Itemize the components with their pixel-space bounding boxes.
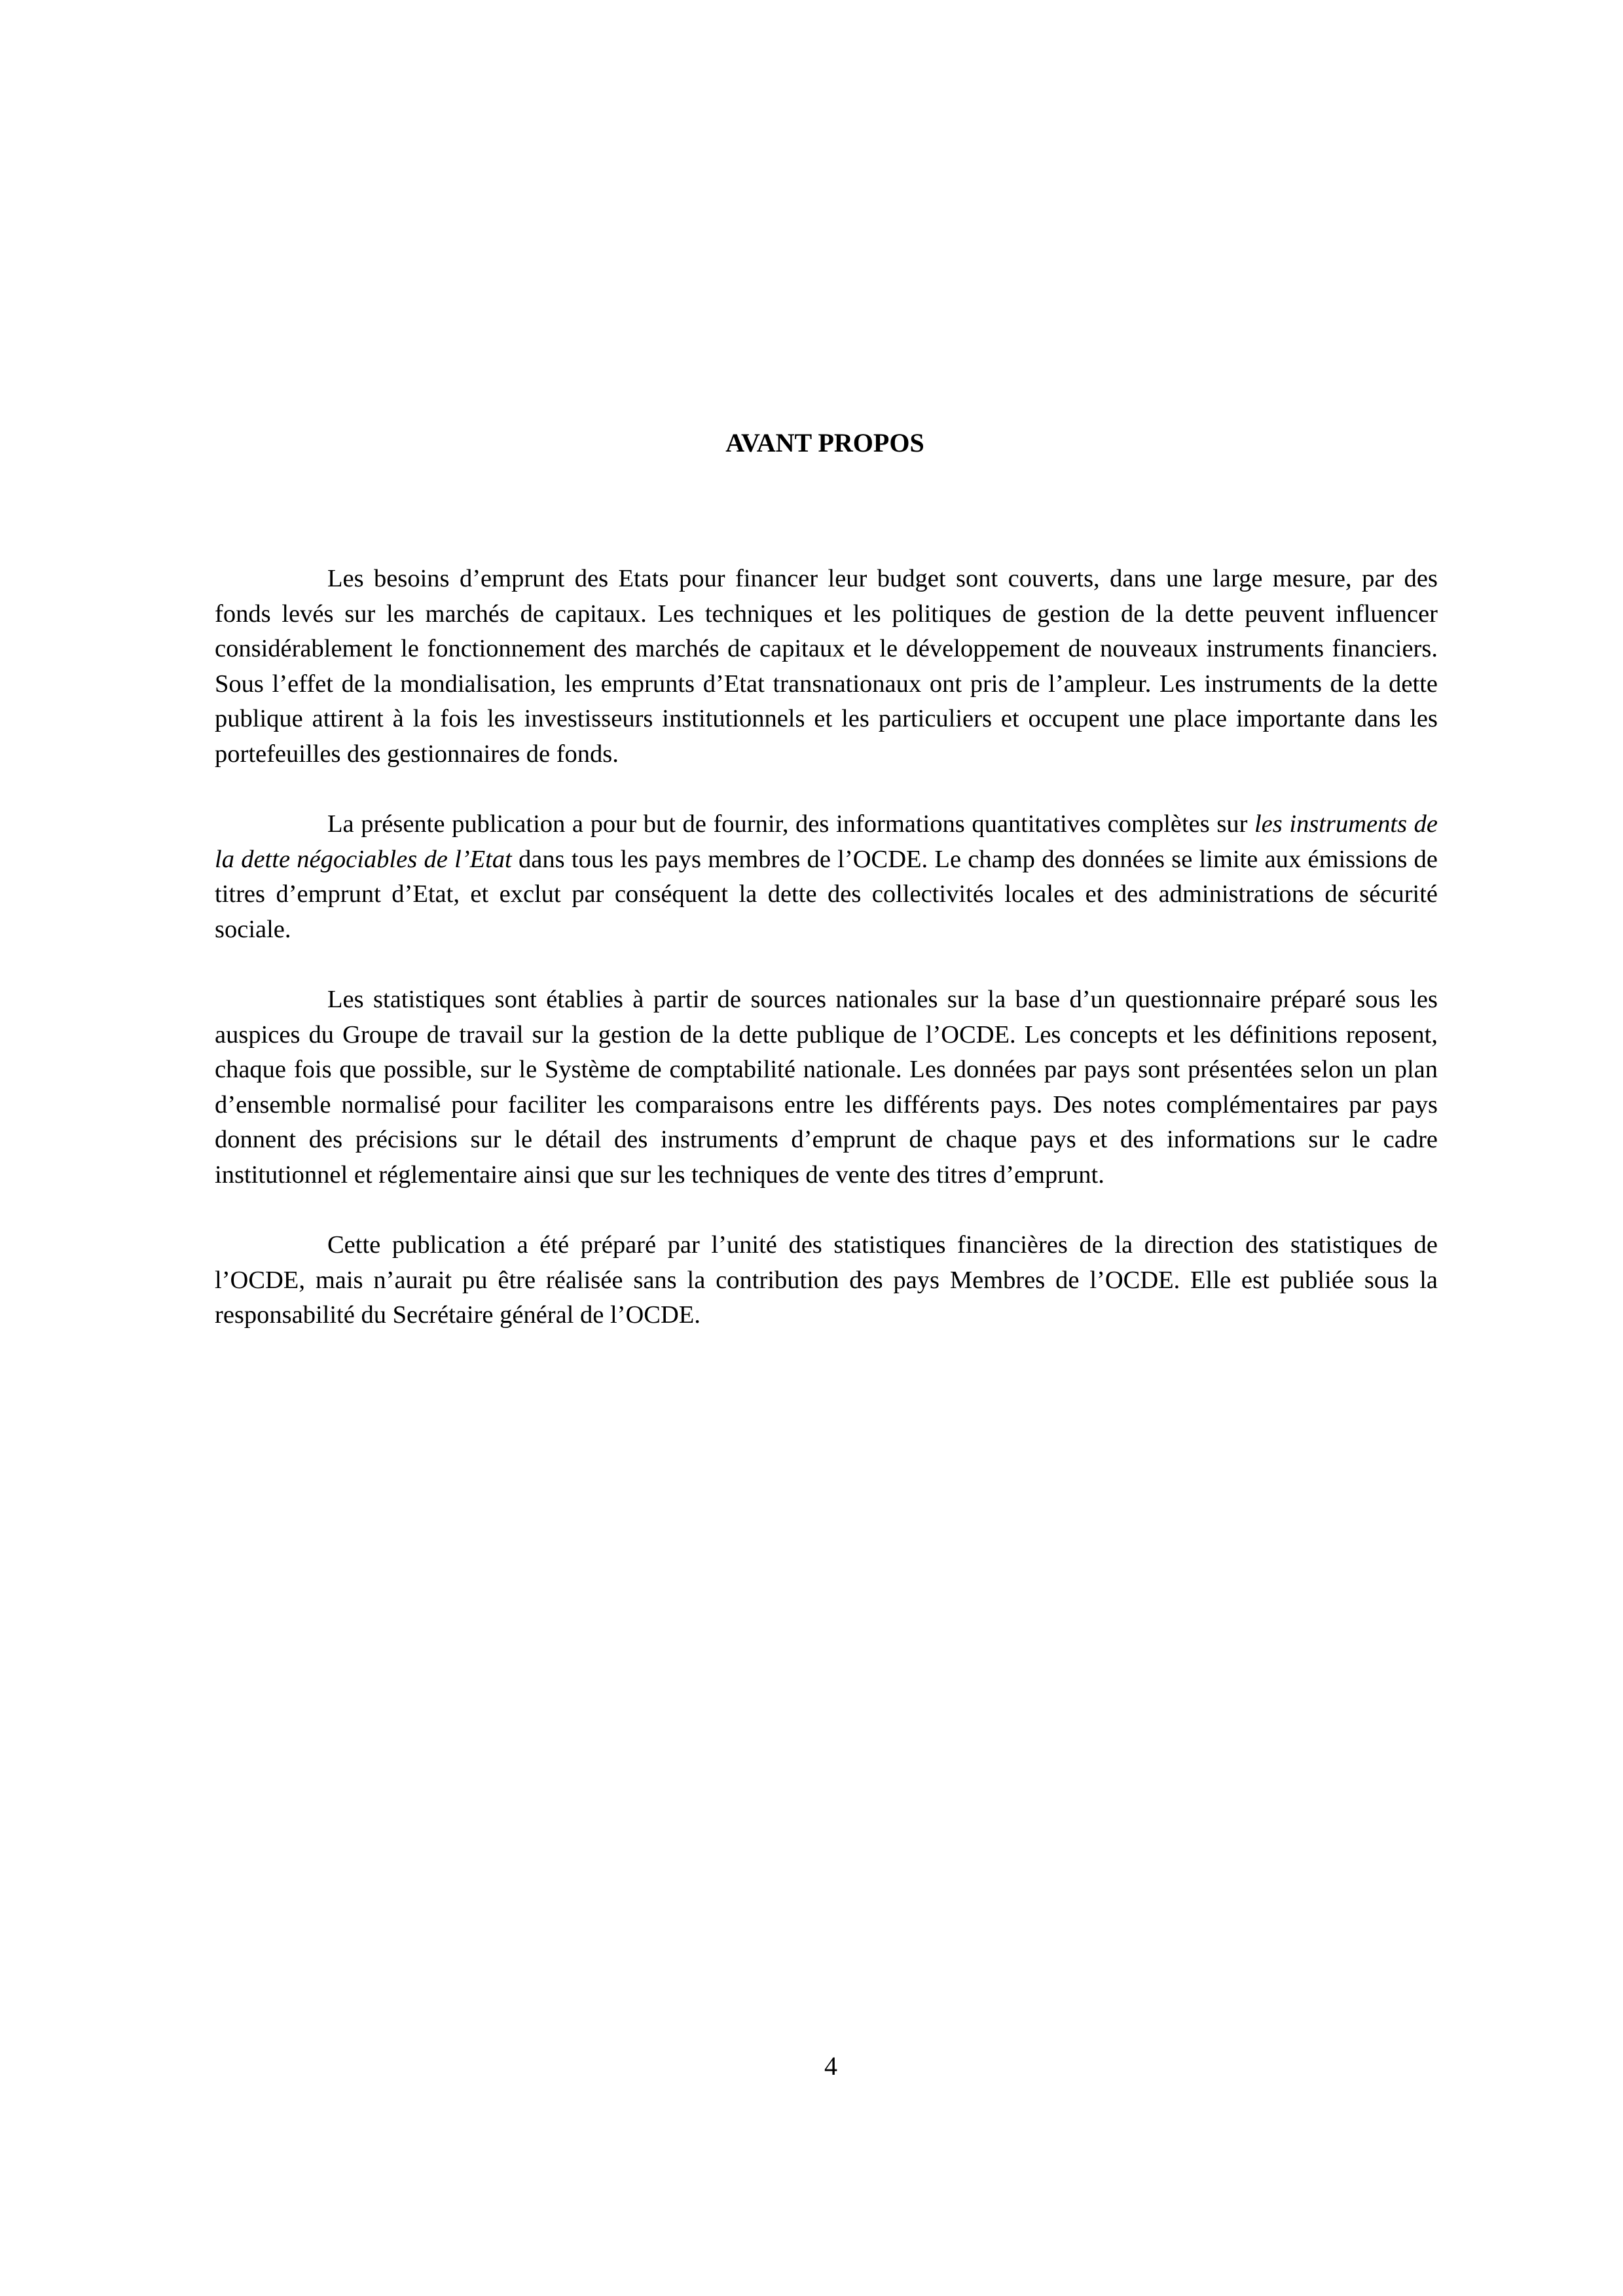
page-title: AVANT PROPOS bbox=[725, 428, 924, 457]
page-number: 4 bbox=[824, 2051, 837, 2081]
paragraph-2-italic-phrase: les instruments de la dette négociables de l’Etat bbox=[215, 810, 1438, 873]
paragraph-1: Les besoins d’emprunt des Etats pour financer leur budget sont couverts, dans une large mesure, par des fonds levés sur les marchés de capitaux. Les techniques et les politiques de gestion de la dette peuvent influencer considérablement le fonctionnement des marchés de capitaux et le développement de nouveaux instruments financiers. Sous l’effet de la mondialisation, les emprunts d’Etat transnationaux ont pris de l’ampleur. Les instruments de la dette publique attirent à la fois les investisseurs institutionnels et les particuliers et occupent une place importante dans les portefeuilles des gestionnaires de fonds. bbox=[215, 565, 1438, 768]
paragraph-4: Cette publication a été préparé par l’unité des statistiques financières de la direction des statistiques de l’OCDE, mais n’aurait pu être réalisée sans la contribution des pays Membres de l’OCDE. Elle est publiée sous la responsabilité du Secrétaire général de l’OCDE. bbox=[215, 1231, 1438, 1329]
paragraph-2-rest: dans tous les pays membres de l’OCDE. Le champ des données se limite aux émissions de titres d’emprunt d’Etat, et exclut par conséquent la dette des collectivités locales et des administrations de sécurité sociale. bbox=[215, 845, 1438, 943]
paragraph-3: Les statistiques sont établies à partir de sources nationales sur la base d’un questionnaire préparé sous les auspices du Groupe de travail sur la gestion de la dette publique de l’OCDE. Les concepts et les définitions reposent, chaque fois que possible, sur le Système de comptabilité nationale. Les données par pays sont présentées selon un plan d’ensemble normalisé pour faciliter les comparaisons entre les différents pays. Des notes complémentaires par pays donnent des précisions sur le détail des instruments d’emprunt de chaque pays et des informations sur le cadre institutionnel et réglementaire ainsi que sur les techniques de vente des titres d’emprunt. bbox=[215, 986, 1438, 1189]
paragraph-2 bbox=[215, 807, 1438, 947]
body-text bbox=[215, 562, 1438, 1333]
paragraph-2-lead: La présente publication a pour but de fournir, des informations quantitatives complètes sur bbox=[327, 810, 1254, 838]
